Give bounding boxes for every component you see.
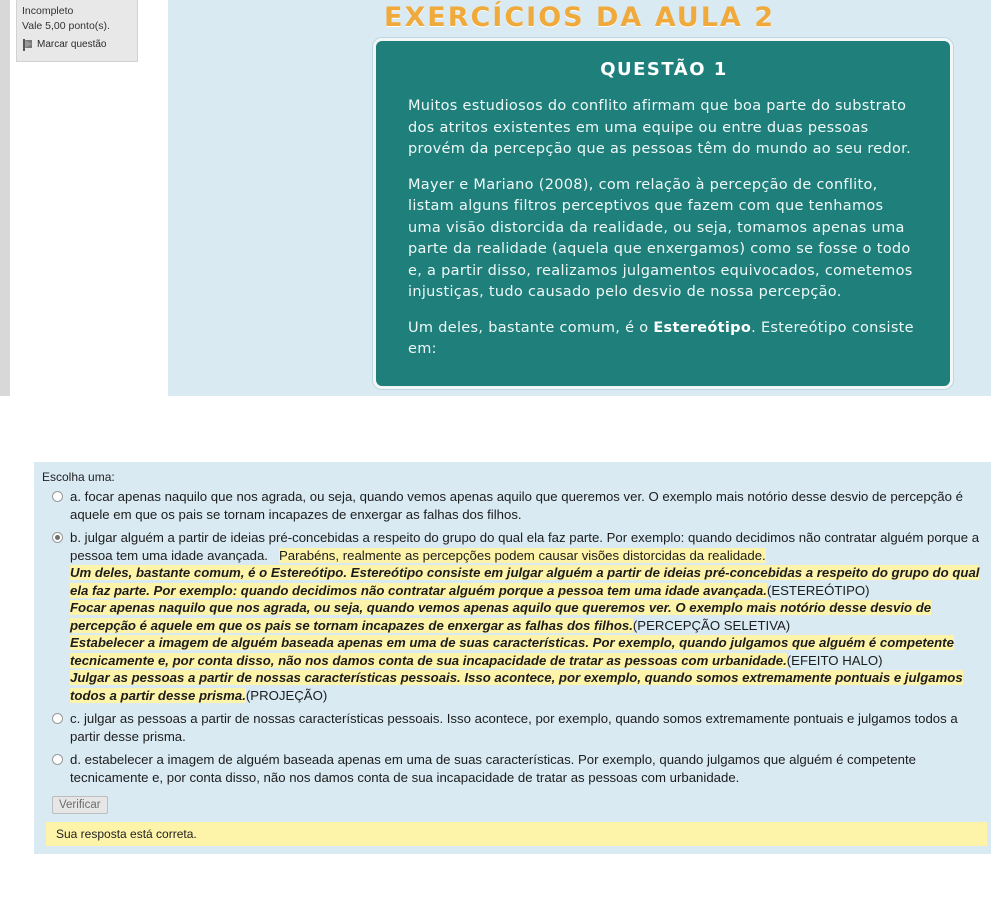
question-paragraph-2: Mayer e Mariano (2008), com relação à percepção de conflito, listam alguns filtros perceptivos que fazem com que tenhamos uma visão distorcida da realidade, ou seja, tomamos apenas uma parte da realidade (aquela que enxergamos) como se fosse o todo e, a partir disso, realizamos julgamentos equivocados, cometemos injustiças, tudo causado pelo desvio de nossa percepção. bbox=[408, 176, 913, 300]
radio-option-d[interactable] bbox=[52, 754, 63, 765]
question-heading: QUESTÃO 1 bbox=[600, 59, 728, 80]
question-paragraph-1: Muitos estudiosos do conflito afirmam que boa parte do substrato dos atritos existentes em uma equipe ou entre duas pessoas provém da percepção que as pessoas têm do mundo ao seu redor. bbox=[408, 98, 912, 157]
feedback-block-2: Focar apenas naquilo que nos agrada, ou seja, quando vemos apenas aquilo que queremos ver. O exemplo mais notório desse desvio de percepção é aquele em que os pais se tornam incapazes de enxergar as falhas dos filhos. bbox=[70, 600, 932, 633]
answer-option-d-letter: d. bbox=[70, 752, 81, 767]
answer-option-b-letter: b. bbox=[70, 530, 81, 545]
answer-option-d-text: estabelecer a imagem de alguém baseada apenas em uma de suas características. Por exemplo, quando julgamos que alguém é competente tecnicamente e, por conta disso, não nos damos conta de sua incapacidade de tratar as pessoas com urbanidade. bbox=[70, 752, 916, 785]
flag-icon bbox=[22, 39, 33, 51]
question-paragraph-3-bold: Estereótipo bbox=[653, 319, 752, 336]
radio-option-b[interactable] bbox=[52, 532, 63, 543]
flag-question-label: Marcar questão bbox=[37, 39, 107, 50]
feedback-block-1-tag: (ESTEREÓTIPO) bbox=[766, 582, 870, 598]
question-paragraph-3 bbox=[408, 318, 920, 361]
left-edge-segment-upper bbox=[0, 0, 10, 360]
question-points: Vale 5,00 ponto(s). bbox=[22, 20, 110, 32]
verify-button[interactable]: Verificar bbox=[52, 796, 108, 814]
answer-option-b-text: julgar alguém a partir de ideias pré-concebidas a respeito do grupo do qual ela faz parte. Por exemplo: quando decidimos não contratar alguém porque a pessoa tem uma idade avançada. bbox=[70, 530, 980, 563]
feedback-block-4-tag: (PROJEÇÃO) bbox=[245, 687, 328, 703]
radio-option-c[interactable] bbox=[52, 713, 63, 724]
question-paragraph-3-suffix: . Estereótipo consiste em: bbox=[408, 319, 914, 357]
question-state: Incompleto bbox=[22, 5, 74, 17]
left-edge-segment-lower bbox=[0, 360, 10, 396]
question-board bbox=[373, 38, 953, 389]
question-status-panel bbox=[16, 0, 138, 62]
answer-option-b-body bbox=[70, 529, 985, 704]
feedback-block-1-bold: Estereótipo bbox=[270, 565, 344, 580]
answer-option-a-body bbox=[70, 488, 985, 523]
result-banner: Sua resposta está correta. bbox=[46, 822, 987, 846]
page-bottom-strip bbox=[0, 896, 991, 914]
page-title: EXERCÍCIOS DA AULA 2 bbox=[384, 2, 775, 33]
page-left-edge bbox=[0, 0, 10, 396]
feedback-block-1-prefix: Um deles, bastante comum, é o bbox=[70, 565, 271, 580]
inline-feedback: Parabéns, realmente as percepções podem causar visões distorcidas da realidade. bbox=[278, 547, 766, 563]
answer-option-d[interactable] bbox=[40, 751, 985, 786]
flag-question-button[interactable] bbox=[22, 37, 132, 52]
choose-one-label: Escolha uma: bbox=[42, 470, 115, 484]
feedback-block-1-suffix: . Estereótipo consiste em julgar alguém a partir de ideias pré-concebidas a respeito do grupo do qual ela faz parte. Por exemplo: quando decidimos não contratar alguém porque a pessoa tem uma idade avançada. bbox=[70, 565, 980, 598]
answer-region bbox=[34, 462, 991, 854]
answer-option-b[interactable] bbox=[40, 529, 985, 704]
answer-option-c[interactable] bbox=[40, 710, 985, 745]
answer-option-d-body bbox=[70, 751, 985, 786]
answer-option-a[interactable] bbox=[40, 488, 985, 523]
feedback-block-3-tag: (EFEITO HALO) bbox=[786, 652, 883, 668]
answer-option-a-letter: a. bbox=[70, 489, 81, 504]
answer-option-a-text: focar apenas naquilo que nos agrada, ou seja, quando vemos apenas aquilo que queremos ver. O exemplo mais notório desse desvio de percepção é aquele em que os pais se tornam incapazes de enxergar as falhas dos filhos. bbox=[70, 489, 963, 522]
question-paragraph-3-prefix: Um deles, bastante comum, é o bbox=[408, 319, 654, 336]
feedback-block-2-tag: (PERCEPÇÃO SELETIVA) bbox=[632, 617, 791, 633]
feedback-block-3: Estabelecer a imagem de alguém baseada apenas em uma de suas características. Por exemplo, quando julgamos que alguém é competente tecnicamente e, por conta disso, não nos damos conta de sua incapacidade de tratar as pessoas com urbanidade. bbox=[70, 635, 954, 668]
answer-option-c-text: julgar as pessoas a partir de nossas características pessoais. Isso acontece, por exemplo, quando somos extremamente pontuais e julgamos todos a partir desse prisma. bbox=[70, 711, 958, 744]
answer-option-c-letter: c. bbox=[70, 711, 81, 726]
question-top-region bbox=[0, 0, 991, 396]
feedback-block-4: Julgar as pessoas a partir de nossas características pessoais. Isso acontece, por exemplo, quando somos extremamente pontuais e julgamos todos a partir desse prisma. bbox=[70, 670, 963, 703]
radio-option-a[interactable] bbox=[52, 491, 63, 502]
answer-option-c-body bbox=[70, 710, 985, 745]
question-panel bbox=[168, 0, 991, 396]
